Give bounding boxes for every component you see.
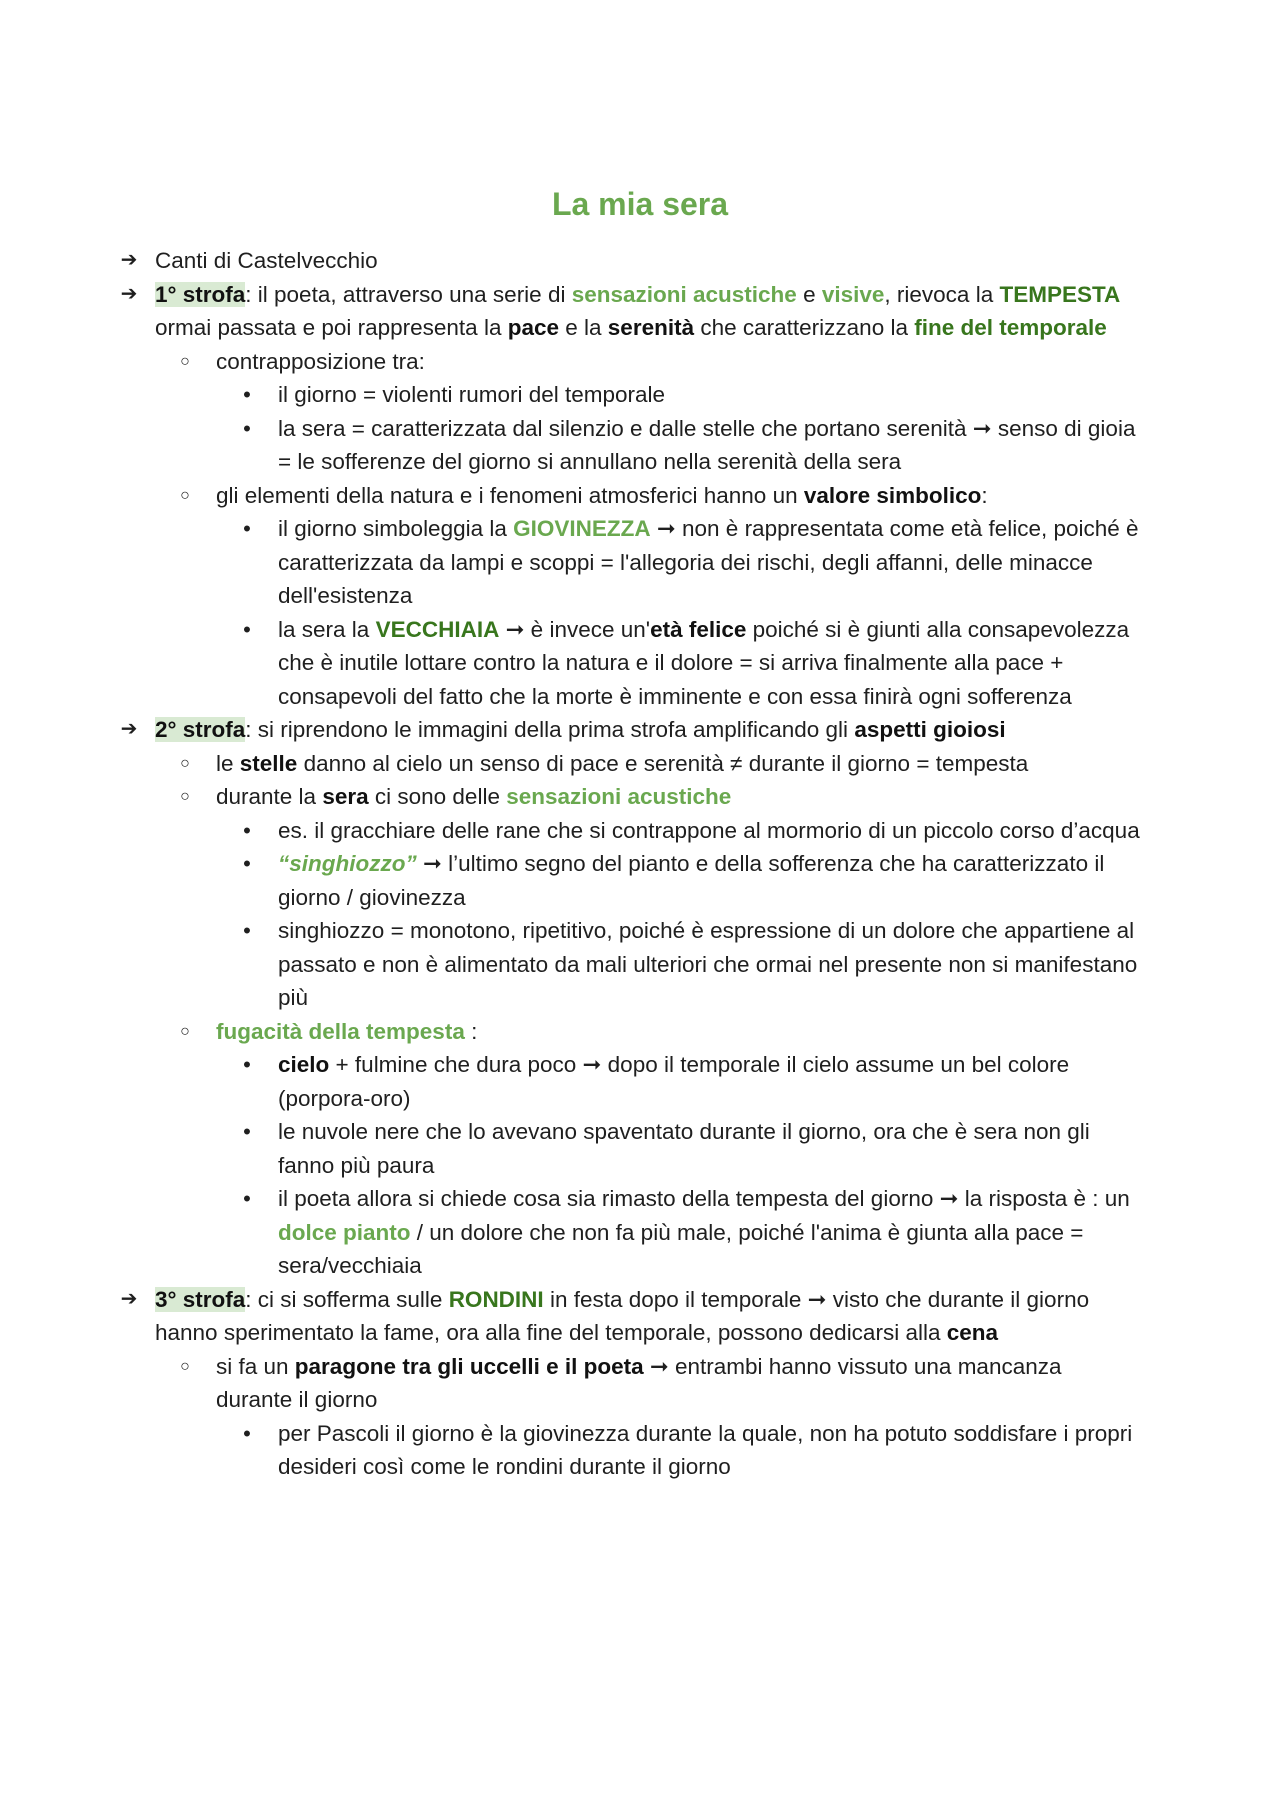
list-item: ○ durante la sera ci sono delle sensazioni acustiche [120, 780, 1140, 814]
dot-bullet-icon: • [243, 817, 251, 843]
list-item: ○ contrapposizione tra: [120, 345, 1140, 379]
list-item: ○ gli elementi della natura e i fenomeni atmosferici hanno un valore simbolico: [120, 479, 1140, 513]
list-item: • “singhiozzo” ➞ l’ultimo segno del pianto e della sofferenza che ha caratterizzato il giorno / giovinezza [120, 847, 1140, 914]
dot-bullet-icon: • [243, 1420, 251, 1446]
list-item: • es. il gracchiare delle rane che si contrappone al mormorio di un piccolo corso d’acqua [120, 814, 1140, 848]
list-item: • il giorno = violenti rumori del temporale [120, 378, 1140, 412]
list-item-strofa-2: ➔ 2° strofa: si riprendono le immagini della prima strofa amplificando gli aspetti gioiosi [120, 713, 1140, 747]
list-item: • cielo + fulmine che dura poco ➞ dopo il temporale il cielo assume un bel colore (porpora-oro) [120, 1048, 1140, 1115]
page-title: La mia sera [551, 186, 729, 222]
arrow-bullet-icon: ➔ [120, 249, 138, 271]
dot-bullet-icon: • [243, 415, 251, 441]
strofa-label: 3° strofa [155, 1286, 246, 1312]
strofa-label: 2° strofa [155, 717, 246, 742]
list-item: • singhiozzo = monotono, ripetitivo, poiché è espressione di un dolore che appartiene al passato e non è alimentato da mali ulteriori che ormai nel presente non si manifestano più [120, 914, 1140, 1015]
dot-bullet-icon: • [243, 516, 251, 541]
dot-bullet-icon: • [243, 1186, 251, 1211]
dot-bullet-icon: • [243, 918, 251, 943]
circle-bullet-icon: ○ [180, 352, 190, 370]
list-item: • il giorno simboleggia la GIOVINEZZA ➞ non è rappresentata come età felice, poiché è caratterizzata da lampi e scoppi = l'allegoria dei rischi, degli affanni, delle minacce dell'esistenza [120, 512, 1140, 613]
dot-bullet-icon: • [243, 1119, 251, 1144]
circle-bullet-icon: ○ [180, 754, 190, 772]
circle-bullet-icon: ○ [180, 486, 190, 504]
list-item: ➔ Canti di Castelvecchio [120, 244, 1140, 278]
circle-bullet-icon: ○ [180, 1022, 190, 1040]
circle-bullet-icon: ○ [180, 788, 190, 805]
arrow-bullet-icon: ➔ [120, 1287, 138, 1310]
dot-bullet-icon: • [243, 616, 251, 642]
list-item-strofa-1: ➔ 1° strofa: il poeta, attraverso una serie di sensazioni acustiche e visive, rievoca la TEMPESTA ormai passata e poi rappresenta la pace e la serenità che caratterizzano la fine del temporale [120, 278, 1140, 345]
list-item: • la sera la VECCHIAIA ➞ è invece un'età felice poiché si è giunti alla consapevolezza che è inutile lottare contro la natura e il dolore = si arriva finalmente alla pace + consapevoli del fatto che la morte è imminente e con essa finirà ogni sofferenza [120, 613, 1140, 714]
dot-bullet-icon: • [243, 1052, 251, 1077]
strofa-label: 1° strofa [155, 281, 246, 307]
circle-bullet-icon: ○ [180, 1357, 190, 1375]
list-item: • il poeta allora si chiede cosa sia rimasto della tempesta del giorno ➞ la risposta è : un dolce pianto / un dolore che non fa più male, poiché l'anima è giunta alla pace = sera/vecchiaia [120, 1182, 1140, 1283]
arrow-bullet-icon: ➔ [120, 718, 138, 740]
list-item: ○ le stelle danno al cielo un senso di pace e serenità ≠ durante il giorno = tempesta [120, 747, 1140, 781]
arrow-bullet-icon: ➔ [120, 282, 138, 305]
notes-body [120, 244, 1140, 1484]
list-item: ○ fugacità della tempesta : [120, 1015, 1140, 1049]
list-item-strofa-3: ➔ 3° strofa: ci si sofferma sulle RONDINI in festa dopo il temporale ➞ visto che durante il giorno hanno sperimentato la fame, ora alla fine del temporale, possono dedicarsi alla cena [120, 1283, 1140, 1350]
list-item: • le nuvole nere che lo avevano spaventato durante il giorno, ora che è sera non gli fanno più paura [120, 1115, 1140, 1182]
dot-bullet-icon: • [243, 851, 251, 876]
list-item: • la sera = caratterizzata dal silenzio e dalle stelle che portano serenità ➞ senso di gioia = le sofferenze del giorno si annullano nella serenità della sera [120, 412, 1140, 479]
list-item: • per Pascoli il giorno è la giovinezza durante la quale, non ha potuto soddisfare i propri desideri così come le rondini durante il giorno [120, 1417, 1140, 1484]
list-item: ○ si fa un paragone tra gli uccelli e il poeta ➞ entrambi hanno vissuto una mancanza durante il giorno [120, 1350, 1140, 1417]
dot-bullet-icon: • [243, 382, 251, 407]
